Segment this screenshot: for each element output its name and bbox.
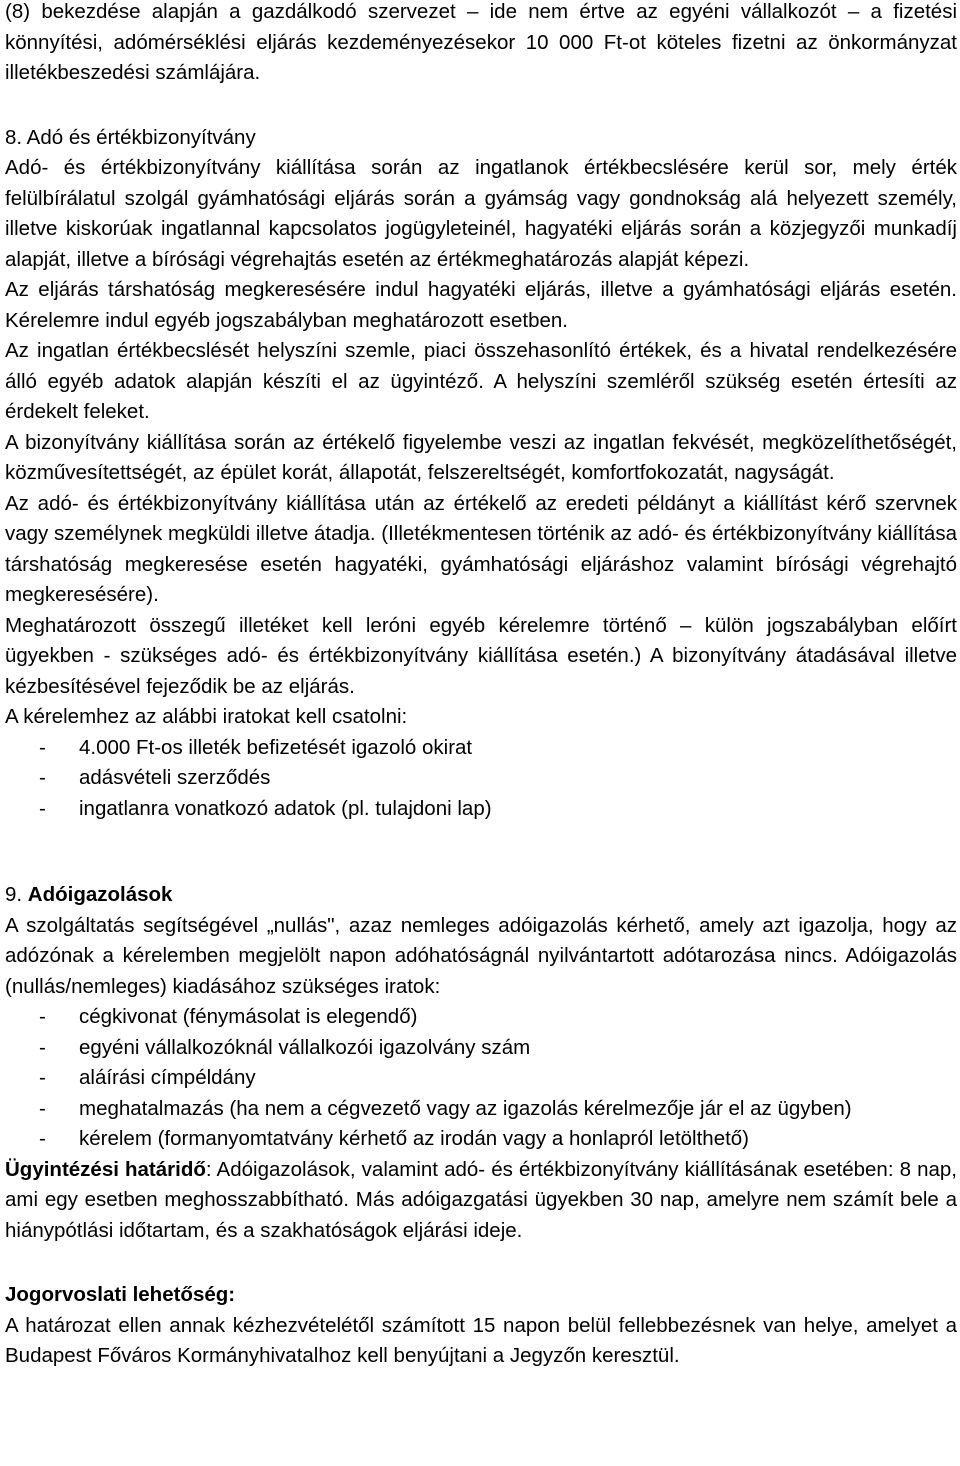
section-8-paragraph-1: Adó- és értékbizonyítvány kiállítása során az ingatlanok értékbecslésére kerül sor, mely érték felülbírálatul szolgál gyámhatósági eljárás során a gyámság vagy gondnokság alá helyezett személy, illetve kiskorúak ingatlannal kapcsolatos jogügyleteinél, hagyatéki eljárás során a közjegyzői munkadíj alapját, illetve a bírósági végrehajtás esetén az értékmeghatározás alapját képezi. bbox=[5, 156, 957, 271]
spacer bbox=[5, 824, 957, 880]
section-8-paragraph-4: A bizonyítvány kiállítása során az értékelő figyelembe veszi az ingatlan fekvését, megközelíthetőségét, közművesítettségét, az épület korát, állapotát, felszereltségét, komfortfokozatát, nagyságát. bbox=[5, 430, 957, 484]
spacer bbox=[5, 1246, 957, 1280]
remedy-paragraph: A határozat ellen annak kézhezvételétől számított 15 napon belül fellebbezésnek van helye, amelyet a Budapest Főváros Kormányhivatalhoz kell benyújtani a Jegyzőn keresztül. bbox=[5, 1313, 957, 1367]
remedy-heading: Jogorvoslati lehetőség: bbox=[5, 1283, 236, 1306]
section-8-paragraph-3: Az ingatlan értékbecslését helyszíni szemle, piaci összehasonlító értékek, és a hivatal rendelkezésére álló egyéb adatok alapján készíti el az ügyintéző. A helyszíni szemléről szükség esetén értesíti az érdekelt feleket. bbox=[5, 339, 957, 423]
section-8-heading: 8. Adó és értékbizonyítvány bbox=[5, 125, 256, 149]
list-item: - ingatlanra vonatkozó adatok (pl. tulajdoni lap) bbox=[5, 794, 957, 825]
list-item: - 4.000 Ft-os illeték befizetését igazoló okirat bbox=[5, 733, 957, 764]
list-dash: - bbox=[39, 796, 46, 820]
section-9-heading: 9. Adóigazolások bbox=[5, 883, 173, 906]
section-8-list-intro: A kérelemhez az alábbi iratokat kell csatolni: bbox=[5, 705, 408, 728]
list-dash: - bbox=[39, 735, 46, 759]
list-item: - egyéni vállalkozóknál vállalkozói igazolvány szám bbox=[5, 1033, 957, 1064]
list-item: - cégkivonat (fénymásolat is elegendő) bbox=[5, 1002, 957, 1033]
deadline-label: Ügyintézési határidő bbox=[5, 1157, 206, 1181]
section-8-paragraph-2: Az eljárás társhatóság megkeresésére indul hagyatéki eljárás, illetve a gyámhatósági eljárás esetén. Kérelemre indul egyéb jogszabályban meghatározott esetben. bbox=[5, 278, 957, 332]
section-9-document-list bbox=[5, 1002, 957, 1155]
list-item: - meghatalmazás (ha nem a cégvezető vagy az igazolás kérelmezője jár el az ügyben) bbox=[5, 1094, 957, 1125]
list-dash: - bbox=[39, 766, 46, 789]
list-item: - aláírási címpéldány bbox=[5, 1063, 957, 1094]
section-8-document-list bbox=[5, 733, 957, 825]
section-9-paragraph: A szolgáltatás segítségével „nullás", azaz nemleges adóigazolás kérhető, amely azt igazolja, hogy az adózónak a kérelemben megjelölt napon adóhatóságnál nyilvántartott adótarozása nincs. Adóigazolás (nullás/nemleges) kiadásához szükséges iratok: bbox=[5, 913, 957, 998]
deadline-paragraph: Ügyintézési határidő: Adóigazolások, valamint adó- és értékbizonyítvány kiállításának esetében: 8 nap, ami egy esetben meghosszabbítható. Más adóigazgatási ügyekben 30 nap, amelyre nem számít bele a hiánypótlási időtartam, és a szakhatóságok eljárási ideje. bbox=[5, 1157, 957, 1242]
spacer bbox=[5, 89, 957, 123]
section-8-paragraph-6: Meghatározott összegű illetéket kell leróni egyéb kérelemre történő – külön jogszabályban előírt ügyekben - szükséges adó- és értékbizonyítvány kiállítása esetén.) A bizonyítvány átadásával illetve kézbesítésével fejeződik be az eljárás. bbox=[5, 613, 957, 698]
list-dash: - bbox=[39, 1005, 46, 1028]
list-dash: - bbox=[39, 1127, 46, 1150]
intro-paragraph: (8) bekezdése alapján a gazdálkodó szervezet – ide nem értve az egyéni vállalkozót – a fizetési könnyítési, adómérséklési eljárás kezdeményezésekor 10 000 Ft-ot köteles fizetni az önkormányzat illetékbeszedési számlájára. bbox=[5, 0, 957, 84]
list-item: - kérelem (formanyomtatvány kérhető az irodán vagy a honlapról letölthető) bbox=[5, 1124, 957, 1155]
list-dash: - bbox=[39, 1066, 46, 1089]
list-dash: - bbox=[39, 1035, 46, 1059]
list-item: - adásvételi szerződés bbox=[5, 763, 957, 794]
section-8-paragraph-5: Az adó- és értékbizonyítvány kiállítása után az értékelő az eredeti példányt a kiállítást kérő szervnek vagy személynek megküldi illetve átadja. (Illetékmentesen történik az adó- és értékbizonyítvány kiállítása társhatóság megkeresése esetén hagyatéki, gyámhatósági eljáráshoz valamint bírósági végrehajtó megkeresésére). bbox=[5, 491, 957, 606]
list-dash: - bbox=[39, 1096, 46, 1120]
